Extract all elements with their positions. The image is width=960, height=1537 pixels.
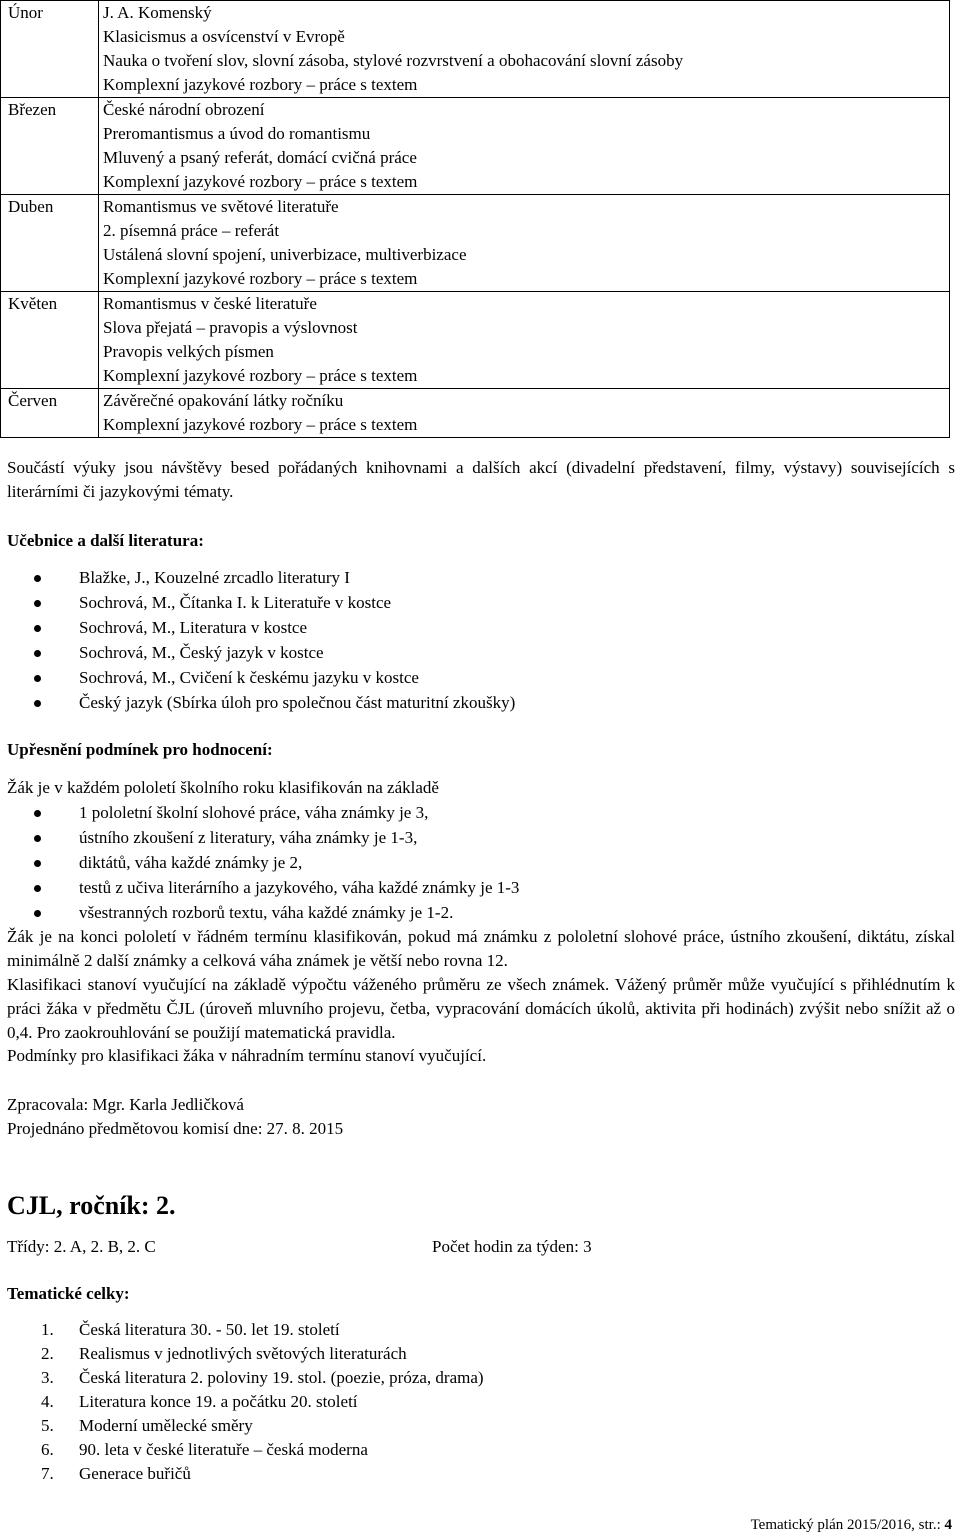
list-item: diktátů, váha každé známky je 2, bbox=[7, 851, 955, 876]
month-cell: Únor bbox=[1, 1, 99, 98]
table-row bbox=[1, 292, 950, 389]
units-heading: Tematické celky: bbox=[7, 1284, 130, 1303]
list-item: všestranných rozborů textu, váha každé známky je 1-2. bbox=[7, 901, 955, 926]
bullet-icon bbox=[34, 835, 41, 842]
topic-line: Romantismus ve světové literatuře bbox=[103, 197, 339, 216]
topic-line: Nauka o tvoření slov, slovní zásoba, stylové rozvrstvení a obohacování slovní zásoby bbox=[103, 51, 684, 70]
list-item: ústního zkoušení z literatury, váha známky je 1-3, bbox=[7, 826, 955, 851]
topic-line: Komplexní jazykové rozbory – práce s textem bbox=[103, 415, 418, 434]
list-item: 3. Česká literatura 2. poloviny 19. stol. (poezie, próza, drama) bbox=[41, 1368, 484, 1387]
month-cell: Červen bbox=[1, 389, 99, 438]
approval-line: Projednáno předmětovou komisí dne: 27. 8. 2015 bbox=[7, 1119, 344, 1138]
page-footer bbox=[751, 1515, 952, 1535]
topic-line: České národní obrození bbox=[103, 100, 265, 119]
classes-text: Třídy: 2. A, 2. B, 2. C bbox=[7, 1237, 156, 1256]
textbooks-heading: Učebnice a další literatura: bbox=[7, 531, 204, 550]
grading-paragraph-2: Klasifikaci stanoví vyučující na základě výpočtu váženého průměru ze všech známek. Vážený průměr může vyučující s přihlédnutím k práci žáka v předmětu ČJL (úroveň mluvního projevu, četba, vypracování domácích úkolů, aktivita při hodinách) zvýšit nebo snížit až o 0,4. Pro zaokrouhlování se použijí matematická pravidla. bbox=[7, 975, 955, 1042]
topics-cell bbox=[99, 292, 950, 389]
list-item: 7. Generace buřičů bbox=[41, 1464, 191, 1483]
list-item: 1 pololetní školní slohové práce, váha známky je 3, bbox=[7, 801, 955, 826]
topics-cell bbox=[99, 389, 950, 438]
topic-line: Klasicismus a osvícenství v Evropě bbox=[103, 27, 345, 46]
list-item: Blažke, J., Kouzelné zrcadlo literatury I bbox=[7, 566, 955, 591]
schedule-table bbox=[0, 0, 950, 438]
list-item: 4. Literatura konce 19. a počátku 20. století bbox=[41, 1392, 358, 1411]
list-item: 1. Česká literatura 30. - 50. let 19. století bbox=[41, 1320, 340, 1339]
topic-line: Preromantismus a úvod do romantismu bbox=[103, 124, 371, 143]
textbooks-list bbox=[7, 566, 955, 716]
bullet-icon bbox=[34, 910, 41, 917]
bullet-icon bbox=[34, 625, 41, 632]
list-item: Sochrová, M., Čítanka I. k Literatuře v kostce bbox=[7, 591, 955, 616]
topic-line: J. A. Komenský bbox=[103, 3, 212, 22]
topic-line: Mluvený a psaný referát, domácí cvičná práce bbox=[103, 148, 417, 167]
topics-cell bbox=[99, 1, 950, 98]
list-item: Český jazyk (Sbírka úloh pro společnou část maturitní zkoušky) bbox=[7, 691, 955, 716]
bullet-icon bbox=[34, 885, 41, 892]
list-item: Sochrová, M., Český jazyk v kostce bbox=[7, 641, 955, 666]
list-item: 2. Realismus v jednotlivých světových literaturách bbox=[41, 1344, 407, 1363]
topic-line: Komplexní jazykové rozbory – práce s textem bbox=[103, 366, 418, 385]
topic-line: Slova přejatá – pravopis a výslovnost bbox=[103, 318, 358, 337]
month-cell: Květen bbox=[1, 292, 99, 389]
list-item: testů z učiva literárního a jazykového, váha každé známky je 1-3 bbox=[7, 876, 955, 901]
topic-line: Romantismus v české literatuře bbox=[103, 294, 317, 313]
page-number: 4 bbox=[944, 1517, 952, 1533]
month-cell: Duben bbox=[1, 195, 99, 292]
bullet-icon bbox=[34, 810, 41, 817]
grading-intro: Žák je v každém pololetí školního roku klasifikován na základě bbox=[7, 778, 439, 797]
bullet-icon bbox=[34, 600, 41, 607]
table-row bbox=[1, 389, 950, 438]
topic-line: Závěrečné opakování látky ročníku bbox=[103, 391, 344, 410]
bullet-icon bbox=[34, 700, 41, 707]
author-line: Zpracovala: Mgr. Karla Jedličková bbox=[7, 1095, 244, 1114]
section-title: CJL, ročník: 2. bbox=[7, 1191, 176, 1220]
bullet-icon bbox=[34, 575, 41, 582]
topic-line: Komplexní jazykové rozbory – práce s textem bbox=[103, 75, 418, 94]
grading-heading: Upřesnění podmínek pro hodnocení: bbox=[7, 740, 273, 759]
units-list bbox=[7, 1318, 955, 1486]
grading-paragraph-3: Podmínky pro klasifikaci žáka v náhradním termínu stanoví vyučující. bbox=[7, 1046, 487, 1065]
table-row bbox=[1, 195, 950, 292]
activities-note: Součástí výuky jsou návštěvy besed pořádaných knihovnami a dalších akcí (divadelní představení, filmy, výstavy) souvisejících s literárními či jazykovými tématy. bbox=[7, 458, 955, 501]
table-row bbox=[1, 1, 950, 98]
topics-cell bbox=[99, 98, 950, 195]
grading-list bbox=[7, 801, 955, 926]
list-item: Sochrová, M., Cvičení k českému jazyku v kostce bbox=[7, 666, 955, 691]
topic-line: Komplexní jazykové rozbory – práce s textem bbox=[103, 269, 418, 288]
list-item: 5. Moderní umělecké směry bbox=[41, 1416, 253, 1435]
topic-line: Komplexní jazykové rozbory – práce s textem bbox=[103, 172, 418, 191]
topics-cell bbox=[99, 195, 950, 292]
bullet-icon bbox=[34, 860, 41, 867]
topic-line: Ustálená slovní spojení, univerbizace, multiverbizace bbox=[103, 245, 467, 264]
footer-label: Tematický plán 2015/2016, str.: bbox=[750, 1517, 941, 1533]
bullet-icon bbox=[34, 650, 41, 657]
topic-line: Pravopis velkých písmen bbox=[103, 342, 274, 361]
month-cell: Březen bbox=[1, 98, 99, 195]
grading-paragraph-1: Žák je na konci pololetí v řádném termínu klasifikován, pokud má známku z pololetní slohové práce, ústního zkoušení, diktátu, získal minimálně 2 další známky a celková váha známek je větší nebo rovna 12. bbox=[7, 927, 955, 970]
topic-line: 2. písemná práce – referát bbox=[103, 221, 280, 240]
list-item: 6. 90. leta v české literatuře – česká moderna bbox=[41, 1440, 368, 1459]
table-row bbox=[1, 98, 950, 195]
list-item: Sochrová, M., Literatura v kostce bbox=[7, 616, 955, 641]
hours-text: Počet hodin za týden: 3 bbox=[432, 1237, 592, 1256]
bullet-icon bbox=[34, 675, 41, 682]
